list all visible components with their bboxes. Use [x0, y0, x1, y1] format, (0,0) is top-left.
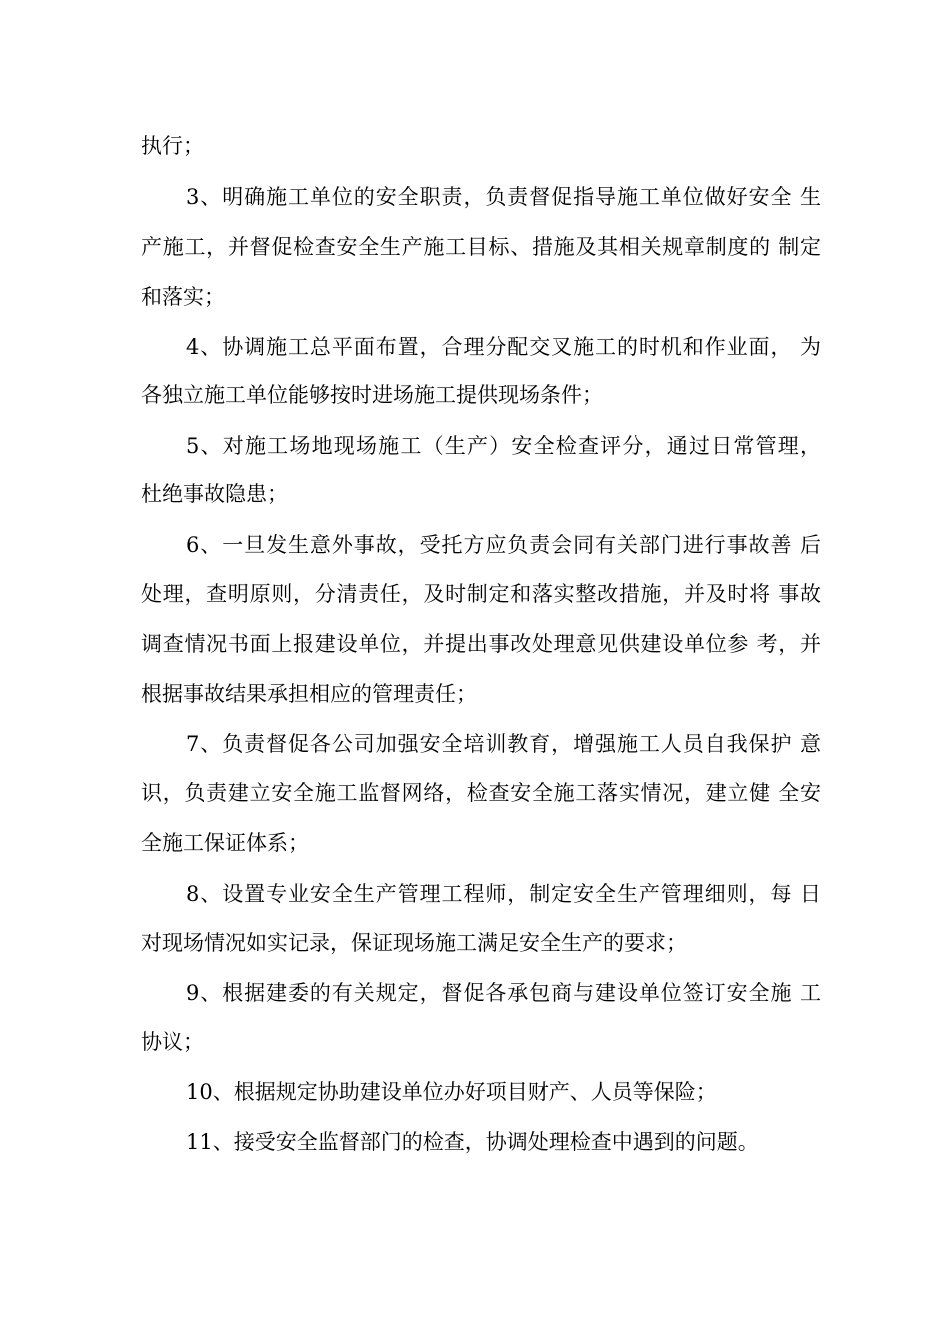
text-line: 11、接受安全监督部门的检查，协调处理检查中遇到的问题。 — [186, 1130, 759, 1154]
text-line: 4、协调施工总平面布置，合理分配交叉施工的时机和作业面， 为 — [186, 335, 821, 359]
text-line: 协议； — [141, 1030, 204, 1054]
text-line: 10、根据规定协助建设单位办好项目财产、人员等保险； — [186, 1080, 717, 1104]
text-line: 处理，查明原则，分清责任，及时制定和落实整改措施，并及时将 事故 — [141, 582, 821, 606]
text-line: 5、对施工场地现场施工（生产）安全检查评分，通过日常管理， — [186, 434, 821, 458]
text-line: 6、一旦发生意外事故，受托方应负责会同有关部门进行事故善 后 — [186, 533, 821, 557]
text-line: 调查情况书面上报建设单位，并提出事改处理意见供建设单位参 考，并 — [141, 632, 821, 656]
text-line: 产施工，并督促检查安全生产施工目标、措施及其相关规章制度的 制定 — [141, 235, 821, 259]
text-line: 和落实； — [141, 285, 225, 309]
text-line: 杜绝事故隐患； — [141, 482, 288, 506]
text-line: 7、负责督促各公司加强安全培训教育，增强施工人员自我保护 意 — [186, 732, 821, 756]
text-line: 8、设置专业安全生产管理工程师，制定安全生产管理细则，每 日 — [186, 882, 821, 906]
text-line: 全施工保证体系； — [141, 831, 309, 855]
text-line: 根据事故结果承担相应的管理责任； — [141, 682, 477, 706]
text-line: 对现场情况如实记录，保证现场施工满足安全生产的要求； — [141, 931, 687, 955]
text-line: 各独立施工单位能够按时进场施工提供现场条件； — [141, 383, 603, 407]
text-line: 执行； — [141, 134, 204, 158]
text-line: 识，负责建立安全施工监督网络，检查安全施工落实情况，建立健 全安 — [141, 781, 821, 805]
text-line: 3、明确施工单位的安全职责，负责督促指导施工单位做好安全 生 — [186, 185, 821, 209]
text-line: 9、根据建委的有关规定，督促各承包商与建设单位签订安全施 工 — [186, 981, 821, 1005]
